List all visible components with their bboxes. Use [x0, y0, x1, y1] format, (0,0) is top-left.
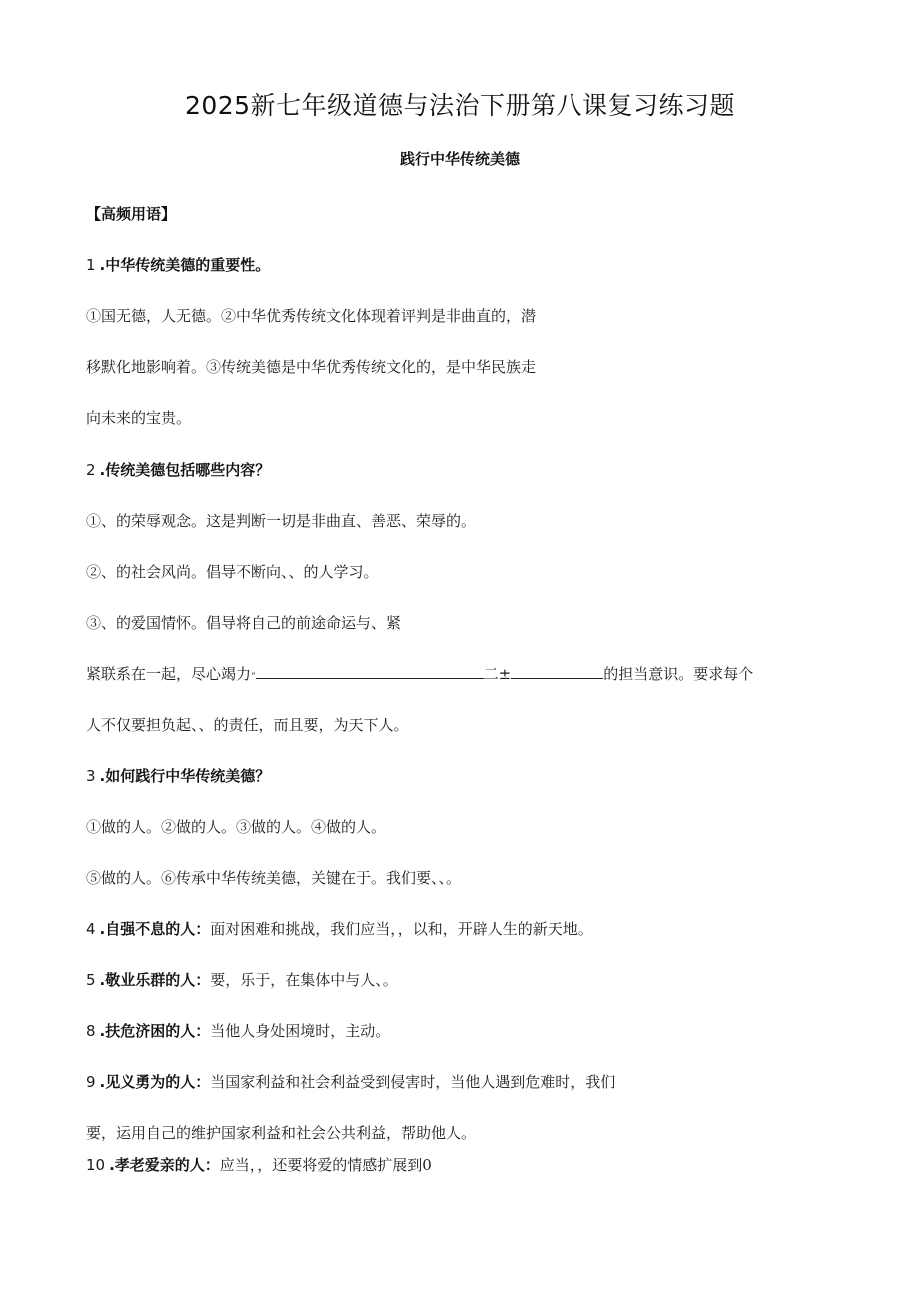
- question-2-line-2: ②、的社会风尚。倡导不断向、、的人学习。: [86, 563, 379, 581]
- question-text: 要，乐于，在集体中与人、。: [210, 971, 398, 989]
- section-header: 【高频用语】: [86, 205, 177, 223]
- question-5: [86, 970, 398, 990]
- question-9-line-2: 要，运用自己的维护国家利益和社会公共利益，帮助他人。: [86, 1124, 477, 1142]
- question-title: .传统美德包括哪些内容？: [99, 461, 271, 479]
- question-4: [86, 919, 593, 939]
- document-subtitle: 践行中华传统美德: [399, 150, 520, 168]
- question-2-line-4: [86, 664, 753, 687]
- question-title: .自强不息的人：: [99, 920, 211, 938]
- fill-blank[interactable]: [511, 664, 603, 679]
- question-number: 2: [86, 461, 96, 479]
- question-number: 10: [86, 1156, 106, 1174]
- question-1-line-2: 移默化地影响着。③传统美德是中华优秀传统文化的，是中华民族走: [86, 358, 537, 376]
- question-number: 8: [86, 1022, 96, 1040]
- text-segment: 二±: [483, 665, 512, 683]
- question-number: 5: [86, 971, 96, 989]
- text-segment: 的担当意识。要求每个: [603, 665, 754, 683]
- question-3-heading: [86, 766, 270, 786]
- question-1-line-1: ①国无德，人无德。②中华优秀传统文化体现着评判是非曲直的，潜: [86, 307, 537, 325]
- question-title: .中华传统美德的重要性。: [99, 256, 271, 274]
- question-10: [86, 1155, 432, 1175]
- question-number: 9: [86, 1073, 96, 1091]
- text-mark: “: [251, 672, 256, 682]
- question-8: [86, 1021, 390, 1041]
- question-2-line-5: 人不仅要担负起、、的责任，而且要，为天下人。: [86, 716, 409, 734]
- question-3-line-2: ⑤做的人。⑥传承中华传统美德，关键在于。我们要、、。: [86, 869, 462, 887]
- fill-blank[interactable]: [256, 664, 484, 679]
- question-1-line-3: 向未来的宝贵。: [86, 409, 192, 427]
- question-number: 1: [86, 256, 96, 274]
- question-title: .如何践行中华传统美德？: [99, 767, 271, 785]
- question-2-line-1: ①、的荣辱观念。这是判断一切是非曲直、善恶、荣辱的。: [86, 512, 477, 530]
- question-1-heading: [86, 255, 270, 275]
- question-text: 当国家利益和社会利益受到侵害时，当他人遇到危难时，我们: [210, 1073, 616, 1091]
- question-title: .见义勇为的人：: [99, 1073, 211, 1091]
- text-segment: 紧联系在一起，尽心竭力: [86, 665, 252, 683]
- question-text: 应当，，还要将爱的情感扩展到0: [219, 1156, 432, 1174]
- question-number: 3: [86, 767, 96, 785]
- question-title: .孝老爱亲的人：: [109, 1156, 220, 1174]
- question-text: 当他人身处困境时，主动。: [210, 1022, 391, 1040]
- document-title: 2025新七年级道德与法治下册第八课复习练习题: [184, 91, 736, 120]
- question-3-line-1: ①做的人。②做的人。③做的人。④做的人。: [86, 818, 387, 836]
- question-title: .扶危济困的人：: [99, 1022, 211, 1040]
- question-title: .敬业乐群的人：: [99, 971, 211, 989]
- question-2-heading: [86, 460, 270, 480]
- question-number: 4: [86, 920, 96, 938]
- question-2-line-3: ③、的爱国情怀。倡导将自己的前途命运与、紧: [86, 614, 402, 632]
- question-9: [86, 1072, 615, 1092]
- question-text: 面对困难和挑战，我们应当，，以和，开辟人生的新天地。: [210, 920, 593, 938]
